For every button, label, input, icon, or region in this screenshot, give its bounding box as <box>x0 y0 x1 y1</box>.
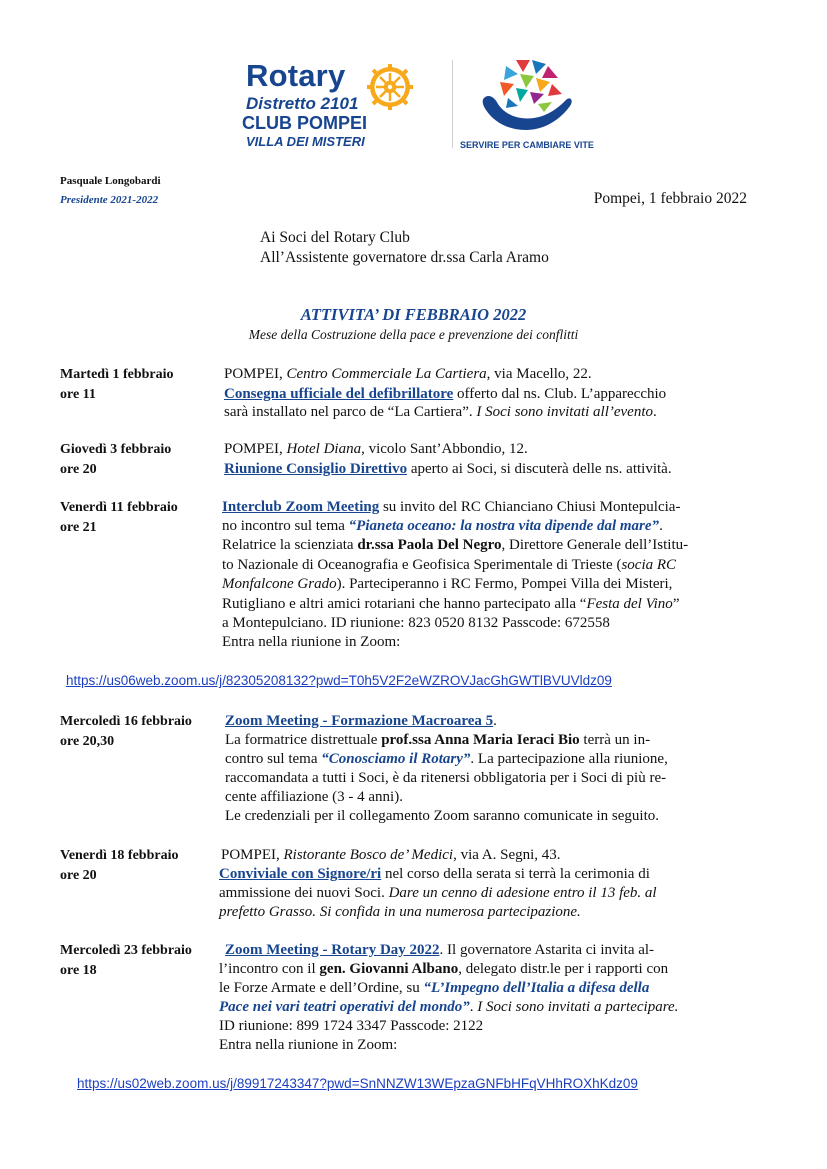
event-line: Conviviale con Signore/ri nel corso della serata si terrà la cerimonia di <box>219 866 650 882</box>
logo-rotary-text: Rotary <box>246 58 346 93</box>
event-line: raccomandata a tutti i Soci, è da ritenersi obbligatoria per i Soci di più re- <box>225 770 667 786</box>
event-line: l’incontro con il gen. Giovanni Albano, delegato distr.le per i rapporti con <box>219 961 669 977</box>
event-time: ore 11 <box>60 387 96 402</box>
president-name: Pasquale Longobardi <box>60 175 161 187</box>
event-line: ammissione dei nuovi Soci. Dare un cenno di adesione entro il 13 feb. al <box>219 885 657 901</box>
event-line: Consegna ufficiale del defibrillatore offerto dal ns. Club. L’apparecchio <box>224 386 667 402</box>
event-line: to Nazionale di Oceanografia e Geofisica Sperimentale di Trieste (socia RC <box>222 557 677 573</box>
event-line: Riunione Consiglio Direttivo aperto ai Soci, si discuterà delle ns. attività. <box>224 461 672 477</box>
logo-club-text: CLUB POMPEI <box>242 113 368 133</box>
event-line: Interclub Zoom Meeting su invito del RC Chianciano Chiusi Montepulcia- <box>222 499 681 515</box>
zoom-link[interactable]: https://us02web.zoom.us/j/89917243347?pwd=SnNNZW13WEpzaGNFbHFqVHhROXhKdz09 <box>77 1076 638 1091</box>
event-line: Relatrice la scienziata dr.ssa Paola Del Negro, Direttore Generale dell’Istitu- <box>222 537 689 553</box>
event-location: POMPEI, Ristorante Bosco de’ Medici, via A. Segni, 43. <box>221 847 561 863</box>
event-line: Zoom Meeting - Rotary Day 2022. Il governatore Astarita ci invita al- <box>225 942 655 958</box>
recipient-line: Ai Soci del Rotary Club <box>260 229 410 246</box>
event-day: Mercoledì 23 febbraio <box>60 943 192 958</box>
zoom-link[interactable]: https://us06web.zoom.us/j/82305208132?pwd=T0h5V2F2eWZROVJacGhGWTlBVUVldz09 <box>66 673 612 688</box>
event-time: ore 20 <box>60 462 97 477</box>
letter-date: Pompei, 1 febbraio 2022 <box>593 190 747 207</box>
event-day: Mercoledì 16 febbraio <box>60 714 192 729</box>
event-line: Le credenziali per il collegamento Zoom saranno comunicate in seguito. <box>225 808 660 824</box>
recipient-line: All’Assistente governatore dr.ssa Carla Aramo <box>260 249 549 266</box>
event-line: Pace nei vari teatri operativi del mondo”. I Soci sono invitati a partecipare. <box>219 999 679 1015</box>
event-time: ore 18 <box>60 963 97 978</box>
event-line: Entra nella riunione in Zoom: <box>219 1037 398 1053</box>
event-link[interactable]: Riunione Consiglio Direttivo <box>224 461 408 477</box>
event-line: Entra nella riunione in Zoom: <box>222 634 401 650</box>
logo-district-text: Distretto 2101 <box>246 94 359 113</box>
event-line: sarà installato nel parco de “La Cartiera”. I Soci sono invitati all’evento. <box>224 404 657 420</box>
event-line: La formatrice distrettuale prof.ssa Anna Maria Ieraci Bio terrà un in- <box>225 732 651 748</box>
page-subtitle: Mese della Costruzione della pace e prevenzione dei conflitti <box>248 327 579 342</box>
event-line: ID riunione: 899 1724 3347 Passcode: 2122 <box>219 1018 484 1034</box>
event-line: prefetto Grasso. Si confida in una numerosa partecipazione. <box>219 904 581 920</box>
event-day: Venerdì 11 febbraio <box>60 500 178 515</box>
rotary-wheel-icon <box>367 64 413 115</box>
event-line: Zoom Meeting - Formazione Macroarea 5. <box>225 713 497 729</box>
event-line: a Montepulciano. ID riunione: 823 0520 8132 Passcode: 672558 <box>222 615 610 631</box>
event-time: ore 20 <box>60 868 97 883</box>
event-line: contro sul tema “Conosciamo il Rotary”. La partecipazione alla riunione, <box>225 751 668 767</box>
event-time: ore 20,30 <box>60 734 115 749</box>
event-line: le Forze Armate e dell’Ordine, su “L’Impegno dell’Italia a difesa della <box>219 980 650 996</box>
event-line: Monfalcone Grado). Parteciperanno i RC Fermo, Pompei Villa dei Misteri, <box>222 576 673 592</box>
page-title: ATTIVITA’ DI FEBBRAIO 2022 <box>300 305 527 324</box>
event-link[interactable]: Zoom Meeting - Rotary Day 2022 <box>225 942 440 958</box>
event-link[interactable]: Conviviale con Signore/ri <box>219 866 382 882</box>
event-location: POMPEI, Centro Commerciale La Cartiera, via Macello, 22. <box>224 366 592 382</box>
event-line: cente affiliazione (3 - 4 anni). <box>225 789 403 805</box>
event-link[interactable]: Zoom Meeting - Formazione Macroarea 5 <box>225 713 494 729</box>
logo-divider <box>452 60 453 148</box>
event-link[interactable]: Interclub Zoom Meeting <box>222 499 380 515</box>
hands-globe-icon <box>478 54 578 145</box>
event-line: no incontro sul tema “Pianeta oceano: la nostra vita dipende dal mare”. <box>222 518 663 534</box>
president-role: Presidente 2021-2022 <box>60 194 159 206</box>
event-location: POMPEI, Hotel Diana, vicolo Sant’Abbondio, 12. <box>224 441 528 457</box>
logo-motto: SERVIRE PER CAMBIARE VITE <box>460 140 594 150</box>
event-day: Giovedì 3 febbraio <box>60 442 172 457</box>
event-line: Rutigliano e altri amici rotariani che hanno partecipato alla “Festa del Vino” <box>222 596 680 612</box>
event-time: ore 21 <box>60 520 97 535</box>
event-day: Venerdì 18 febbraio <box>60 848 179 863</box>
logo-villa-text: VILLA DEI MISTERI <box>246 134 365 149</box>
event-link[interactable]: Consegna ufficiale del defibrillatore <box>224 386 454 402</box>
event-day: Martedì 1 febbraio <box>60 367 174 382</box>
